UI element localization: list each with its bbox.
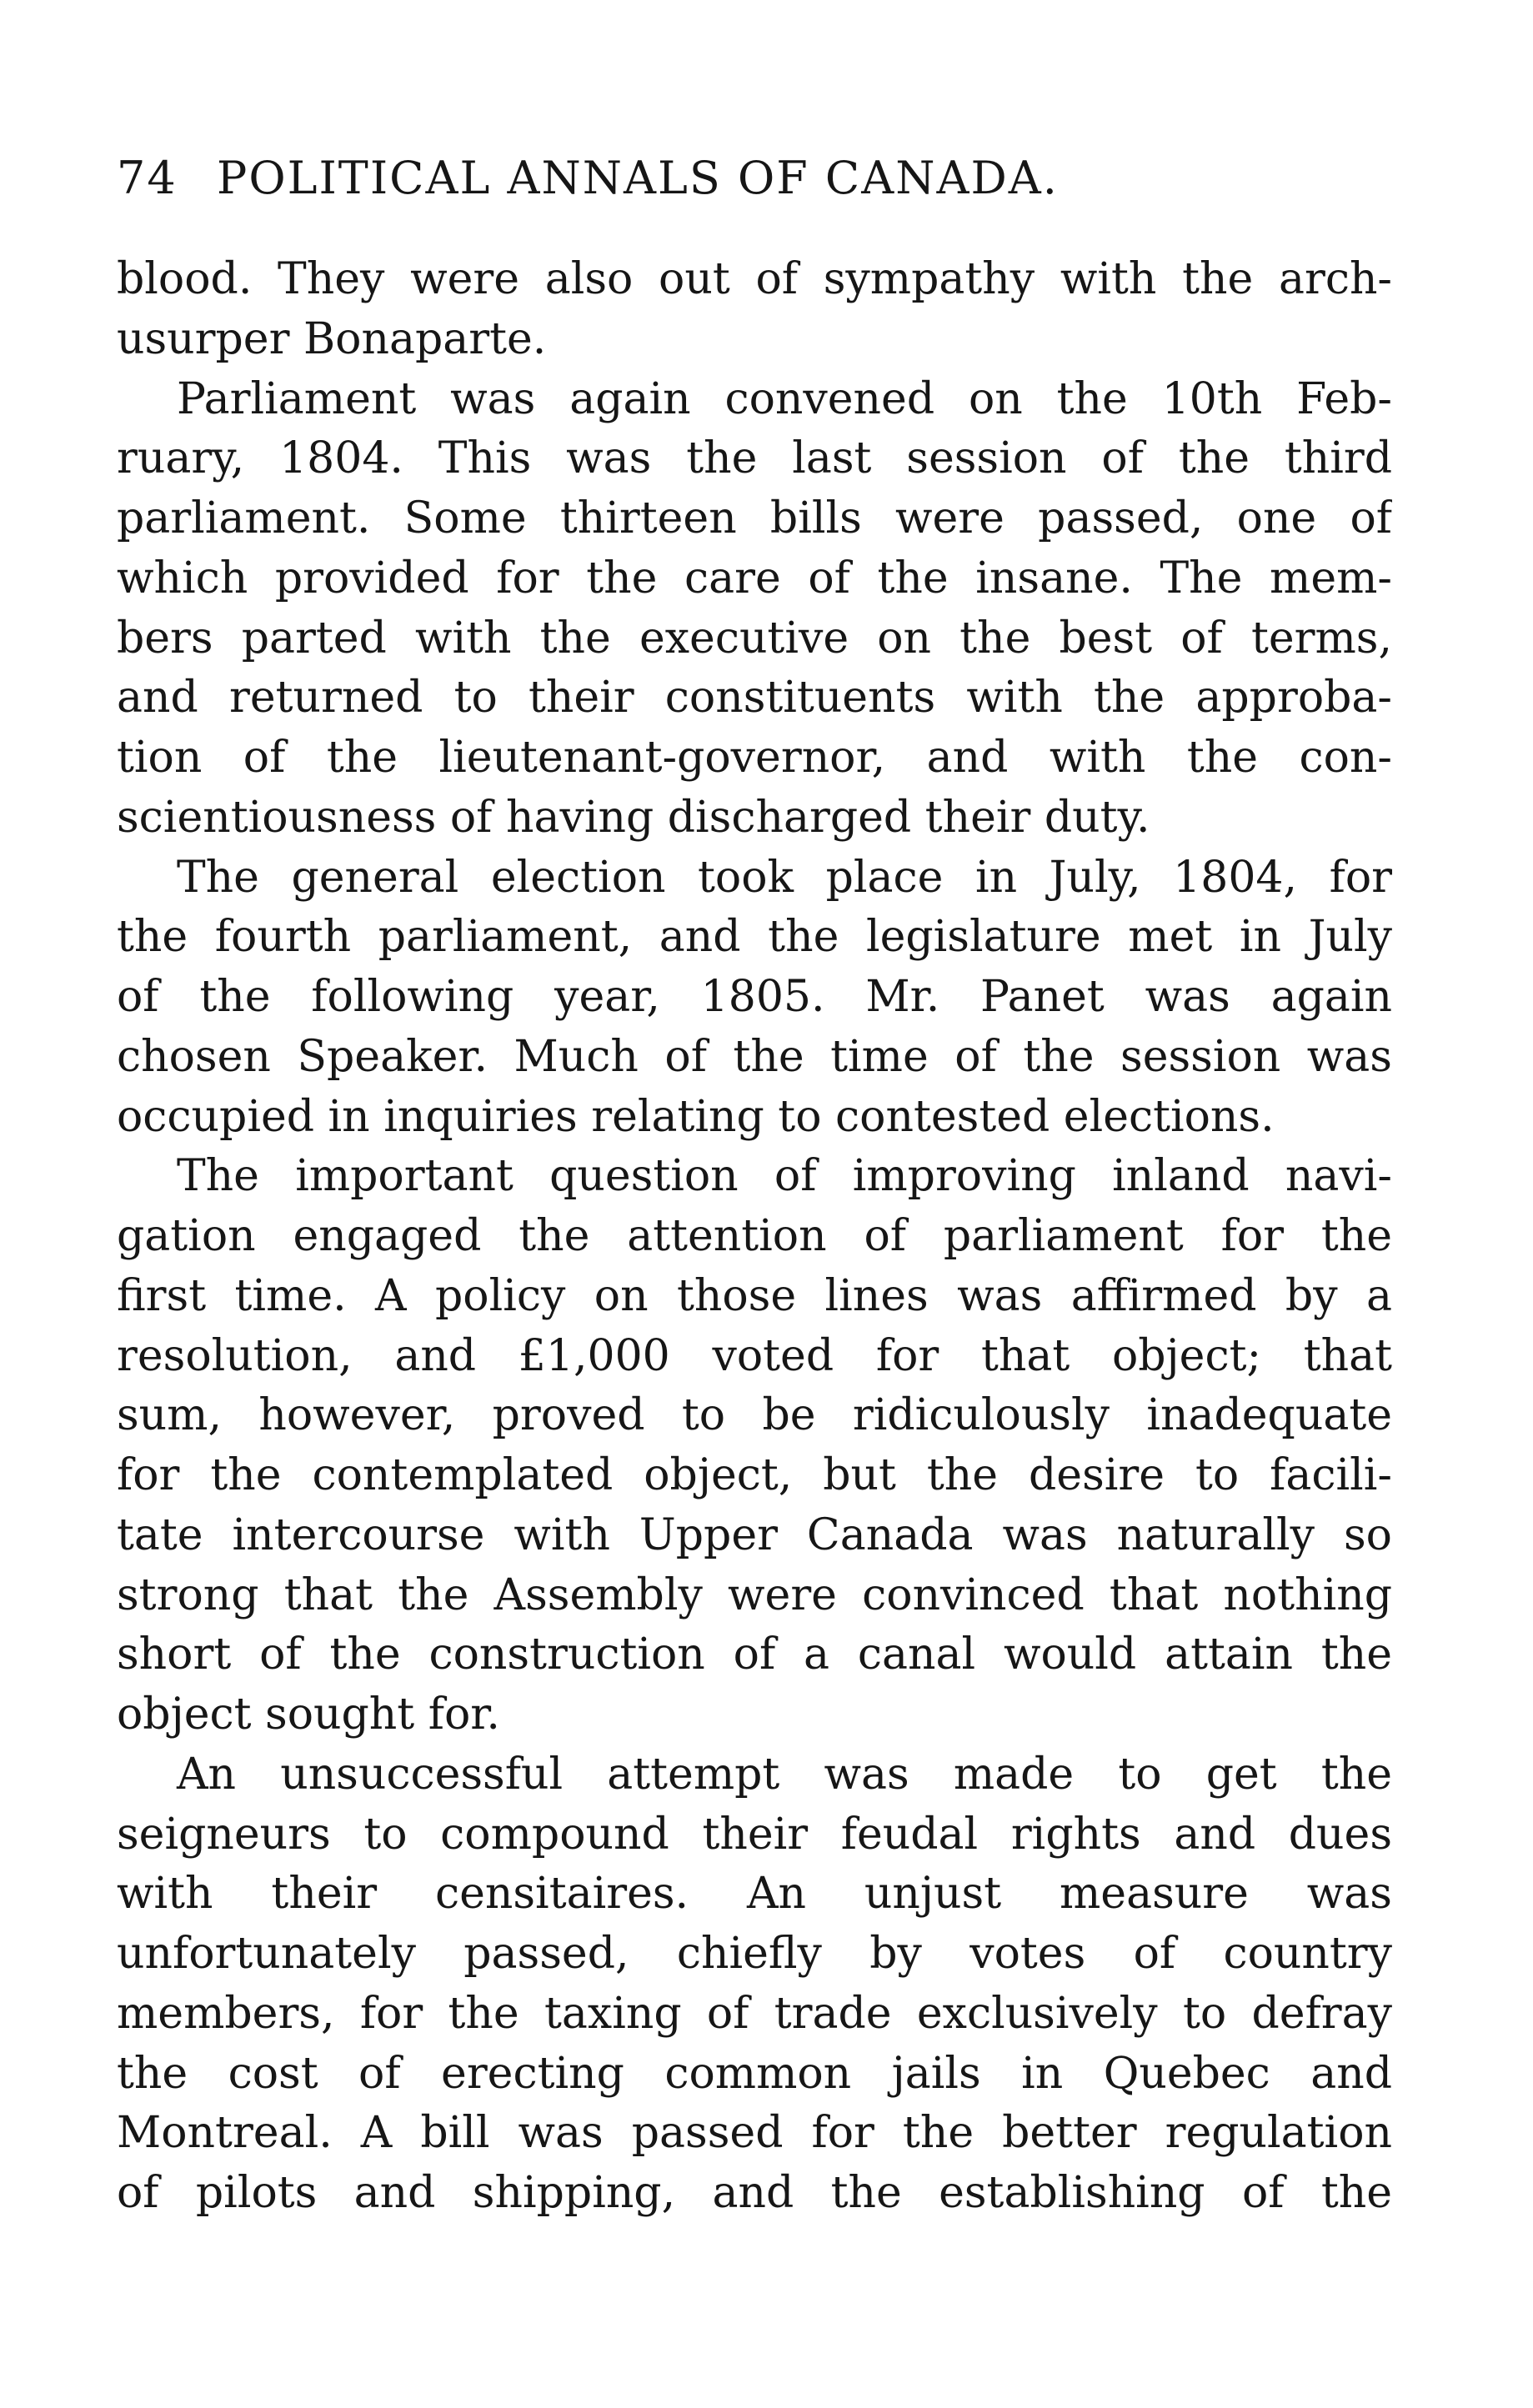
- text-line: Montreal. A bill was passed for the better regulation: [117, 2108, 1392, 2159]
- text-line: for the contemplated object, but the desire to facili-: [117, 1450, 1392, 1500]
- text-line: sum, however, proved to be ridiculously inadequate: [117, 1390, 1392, 1441]
- text-line: bers parted with the executive on the best of terms,: [117, 613, 1392, 663]
- text-line: The important question of improving inland navi-: [177, 1151, 1392, 1202]
- body-text: [117, 250, 1392, 2224]
- running-title: POLITICAL ANNALS OF CANADA.: [217, 152, 1059, 204]
- text-line: occupied in inquiries relating to contested elections.: [117, 1091, 1275, 1142]
- text-line: ruary, 1804. This was the last session of the third: [117, 433, 1392, 484]
- page-number: 74: [117, 152, 178, 204]
- text-line: of the following year, 1805. Mr. Panet was again: [117, 972, 1392, 1022]
- text-line: tion of the lieutenant-governor, and with the con-: [117, 733, 1392, 783]
- running-head: [117, 152, 1300, 210]
- text-line: scientiousness of having discharged their duty.: [117, 792, 1150, 843]
- text-line: chosen Speaker. Much of the time of the session was: [117, 1031, 1392, 1082]
- text-line: short of the construction of a canal would attain the: [117, 1630, 1392, 1680]
- text-line: An unsuccessful attempt was made to get the: [177, 1749, 1392, 1800]
- text-line: seigneurs to compound their feudal rights and dues: [117, 1809, 1392, 1860]
- text-line: tate intercourse with Upper Canada was naturally so: [117, 1509, 1392, 1560]
- text-line: object sought for.: [117, 1690, 500, 1740]
- text-line: resolution, and £1,000 voted for that object; that: [117, 1330, 1392, 1381]
- text-line: gation engaged the attention of parliament for the: [117, 1211, 1392, 1261]
- text-line: unfortunately passed, chiefly by votes of country: [117, 1929, 1392, 1979]
- text-line: strong that the Assembly were convinced that nothing: [117, 1569, 1392, 1620]
- text-line: the fourth parliament, and the legislature met in July: [117, 912, 1392, 963]
- text-line: Parliament was again convened on the 10th Feb-: [177, 373, 1392, 424]
- text-line: the cost of erecting common jails in Quebec and: [117, 2048, 1392, 2099]
- text-line: first time. A policy on those lines was affirmed by a: [117, 1270, 1392, 1321]
- text-line: with their censitaires. An unjust measure was: [117, 1869, 1392, 1920]
- text-line: of pilots and shipping, and the establishing of the: [117, 2168, 1392, 2218]
- text-line: The general election took place in July, 1804, for: [177, 852, 1392, 903]
- text-line: usurper Bonaparte.: [117, 313, 547, 364]
- text-line: parliament. Some thirteen bills were passed, one of: [117, 493, 1392, 543]
- text-line: members, for the taxing of trade exclusively to defray: [117, 1988, 1392, 2039]
- text-line: and returned to their constituents with the approba-: [117, 673, 1392, 723]
- text-line: which provided for the care of the insane. The mem-: [117, 553, 1392, 603]
- text-line: blood. They were also out of sympathy with the arch-: [117, 254, 1392, 304]
